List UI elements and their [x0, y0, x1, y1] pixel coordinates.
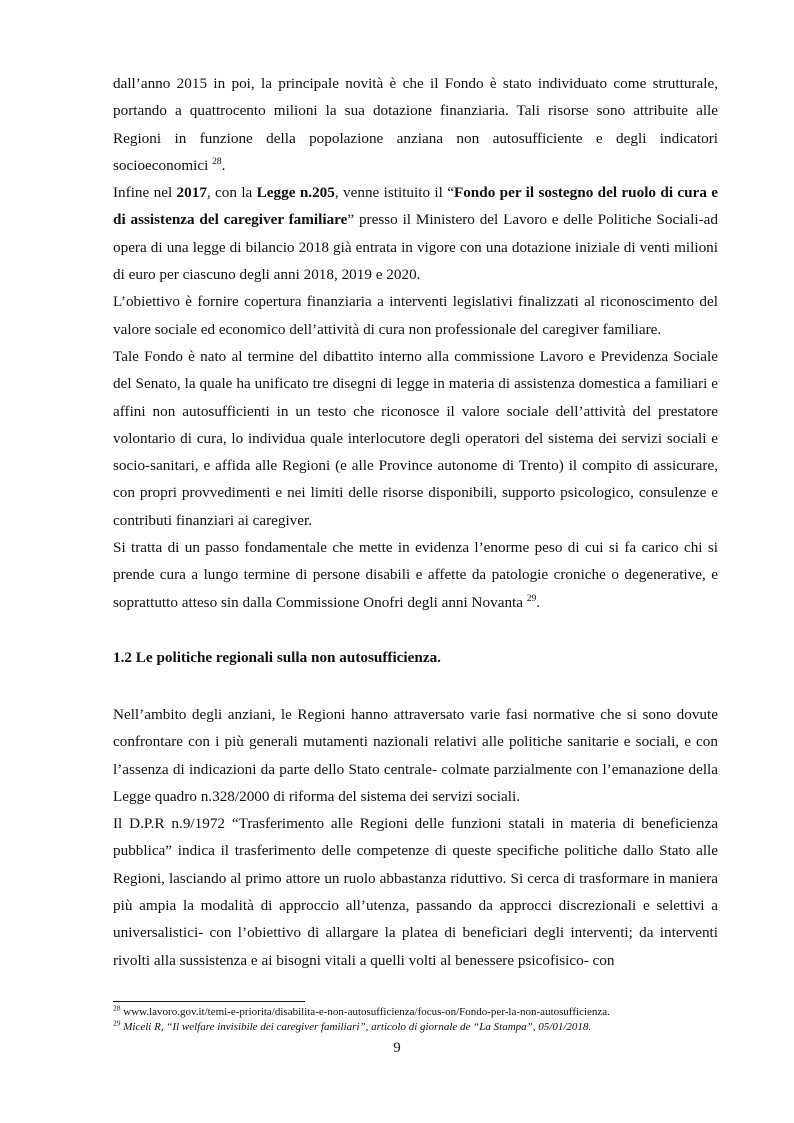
paragraph-7: Il D.P.R n.9/1972 “Trasferimento alle Regioni delle funzioni statali in materia di beneficienza pubblica” indica il trasferimento delle competenze di queste specifiche politiche dallo Stato alle Regioni, lasciando al primo attore un ruolo abbastanza riduttivo. Si cerca di trasformare in maniera più ampia la modalità di approccio all’utenza, passando da approcci discrezionali e selettivi a universalistici- con l’obiettivo di allargare la platea di beneficiari degli interventi; da interventi rivolti alla sussistenza e ai bisogni vitali a quelli volti al benessere psicofisico- con: [113, 815, 718, 969]
document-body: [113, 70, 718, 974]
footnote-ref-29[interactable]: 29: [526, 593, 537, 604]
footnote-29: $^{29}$ Miceli R, “Il welfare invisibile dei caregiver familiari”, articolo di giornale de “La Stampa”, 05/01/2018.: [113, 1018, 592, 1033]
footnotes: [113, 1005, 723, 1035]
paragraph-5: Si tratta di un passo fondamentale che mette in evidenza l’enorme peso di cui si fa carico chi si prende cura a lungo termine di persone disabili e affette da patologie croniche o degenerative, e soprattutto atteso sin dalla Commissione Onofri degli anni Novanta $^{29}$.: [113, 539, 718, 611]
paragraph-4: Tale Fondo è nato al termine del dibattito interno alla commissione Lavoro e Previdenza Sociale del Senato, la quale ha unificato tre disegni di legge in materia di assistenza domestica a familiari e affini non autosufficienti in un testo che riconosce il valore sociale dell’attività del prestatore volontario di cura, lo individua quale interlocutore degli operatori del sistema dei servizi sociali e socio-sanitari, e affida alle Regioni (e alle Province autonome di Trento) il compito di assicurare, con propri provvedimenti e nei limiti delle risorse disponibili, supporto psicologico, consulenze e contributi finanziari ai caregiver.: [113, 347, 718, 529]
paragraph-3: L’obiettivo è fornire copertura finanziaria a interventi legislativi finalizzati al riconoscimento del valore sociale ed economico dell’attività di cura non professionale del caregiver familiare.: [113, 293, 718, 338]
footnote-ref-28[interactable]: 28: [212, 156, 222, 167]
paragraph-2: Infine nel 2017, con la Legge n.205, venne istituito il “Fondo per il sostegno del ruolo di cura e di assistenza del caregiver familiare” presso il Ministero del Lavoro e delle Politiche Sociali-ad opera di una legge di bilancio 2018 già entrata in vigore con una dotazione iniziale di venti milioni di euro per ciascuno degli anni 2018, 2019 e 2020.: [113, 184, 719, 284]
section-heading: 1.2 Le politiche regionali sulla non autosufficienza.: [113, 648, 441, 666]
footnote-28: $^{28}$ www.lavoro.gov.it/temi-e-priorita/disabilita-e-non-autosufficienza/focus-on/Fondo-per-la-non-autosufficienza.: [113, 1003, 610, 1018]
page-number: 9: [393, 1040, 401, 1056]
paragraph-6: Nell’ambito degli anziani, le Regioni hanno attraversato varie fasi normative che si sono dovute confrontare con i più generali mutamenti nazionali relativi alle politiche sanitarie e sociali, e con l’assenza di indicazioni da parte dello Stato centrale- colmate parzialmente con l’emanazione della Legge quadro n.328/2000 di riforma del sistema dei servizi sociali.: [113, 705, 718, 805]
paragraph-1: dall’anno 2015 in poi, la principale novità è che il Fondo è stato individuato come strutturale, portando a quattrocento milioni la sua dotazione finanziaria. Tali risorse sono attribuite alle Regioni in funzione della popolazione anziana non autosufficiente e degli indicatori socioeconomici $^{28}$.: [113, 75, 718, 174]
footnote-separator: [113, 1001, 305, 1002]
